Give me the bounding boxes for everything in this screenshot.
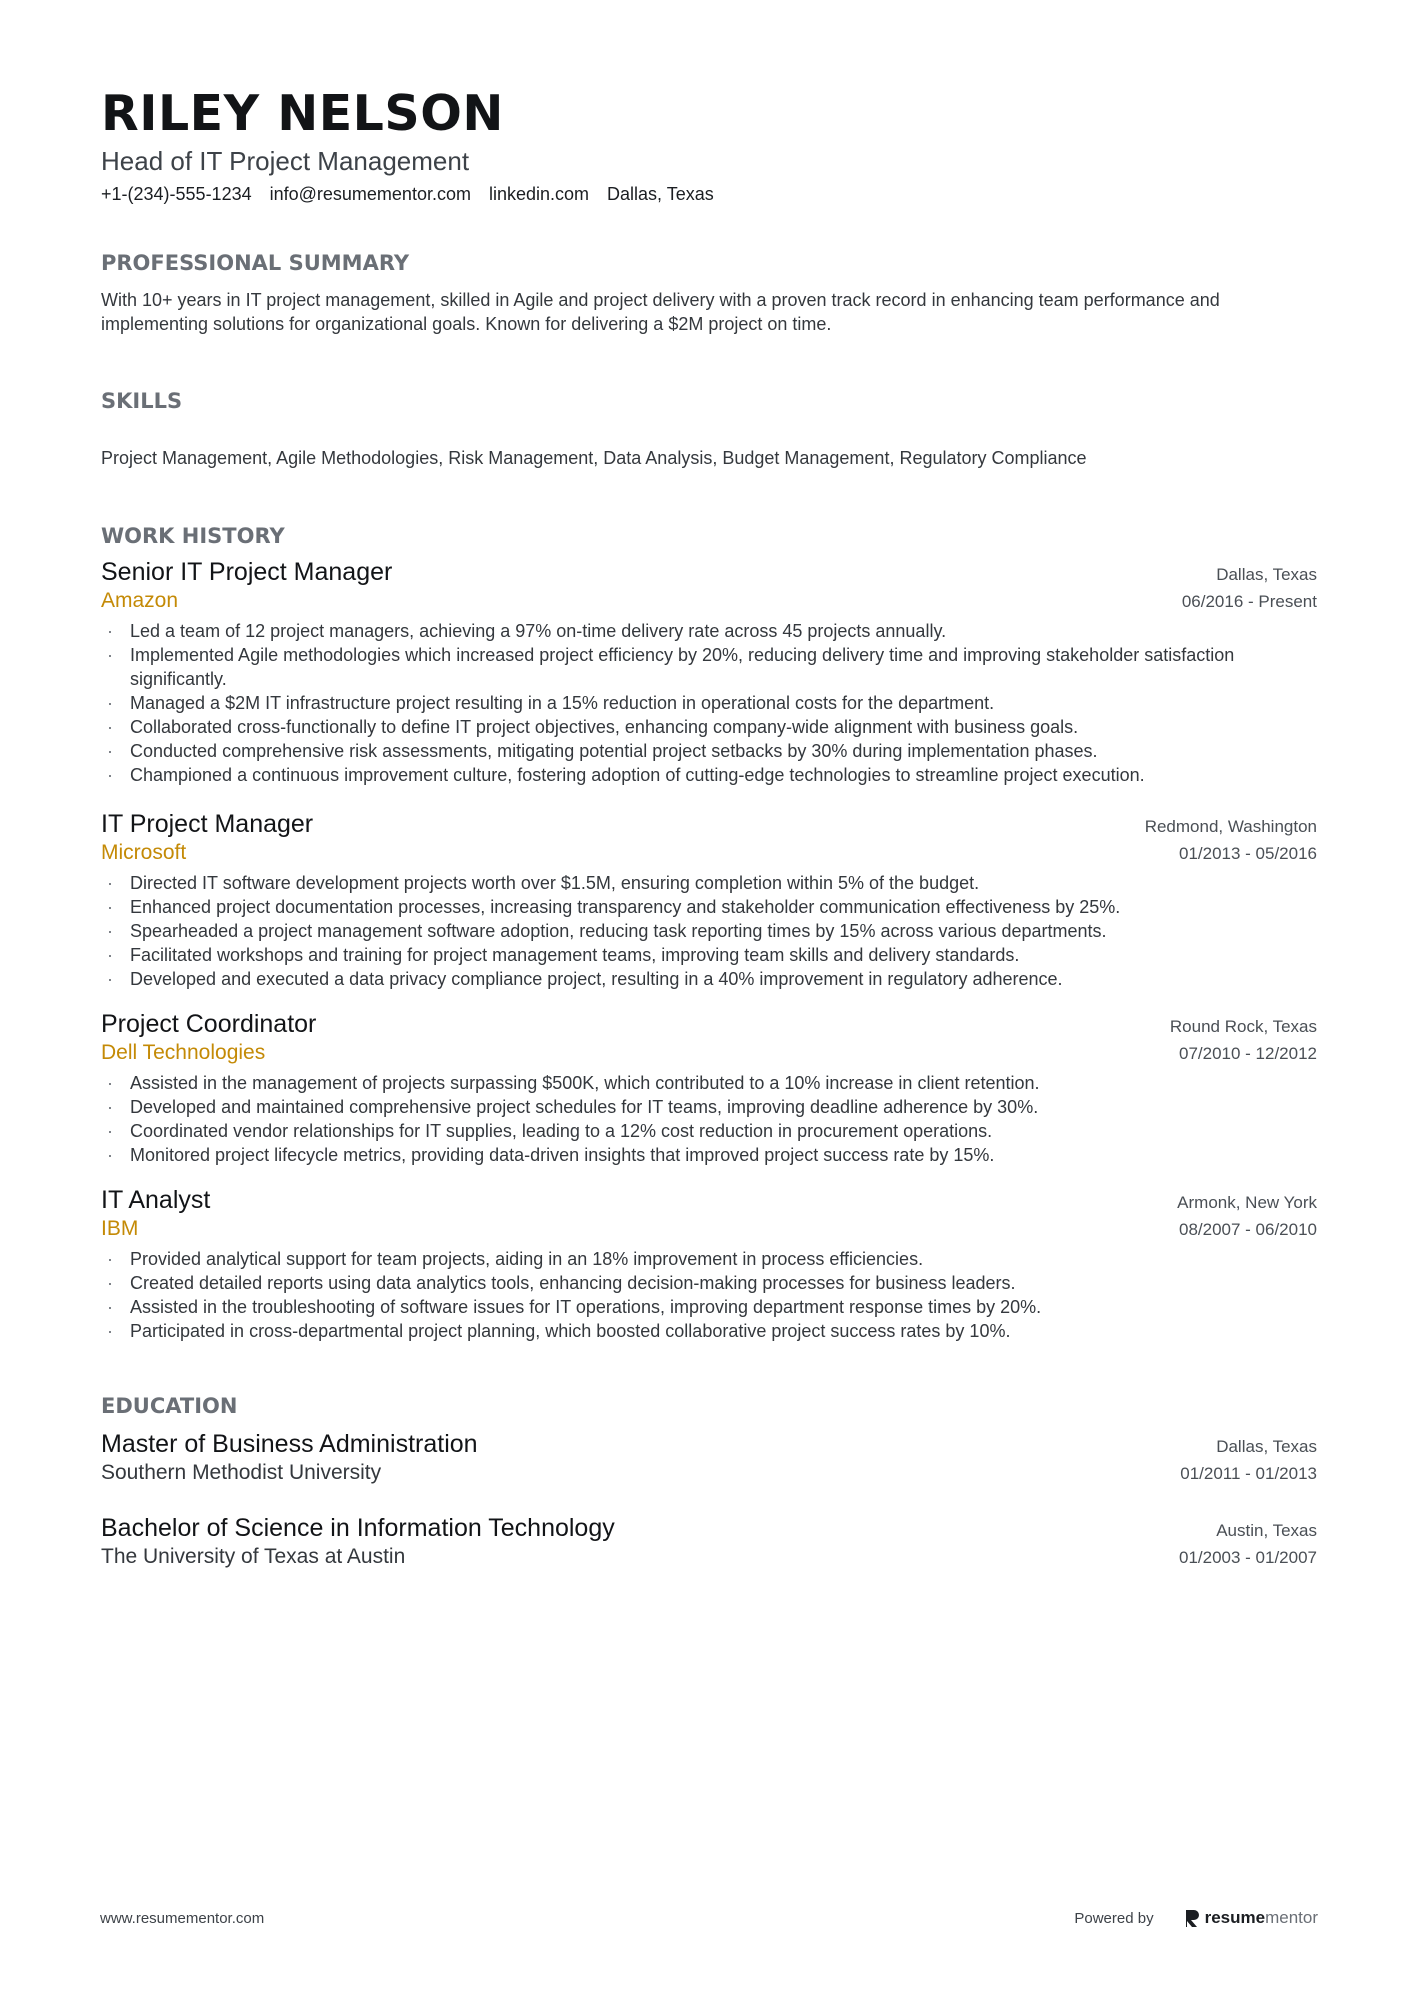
job-entry	[101, 557, 1317, 787]
work-history-heading: WORK HISTORY	[101, 524, 285, 548]
bullet-item: · Championed a continuous improvement culture, fostering adoption of cutting-edge technologies to streamline project execution.	[107, 765, 1145, 785]
bullet-dot-icon: ·	[107, 921, 113, 941]
bullet-dot-icon: ·	[107, 969, 113, 989]
education-section	[101, 1393, 1317, 1571]
resume-header	[101, 84, 1317, 206]
bullet-item: · Enhanced project documentation processes, increasing transparency and stakeholder communication effectiveness by 25%.	[107, 897, 1121, 917]
bullet-item: · Monitored project lifecycle metrics, providing data-driven insights that improved project success rate by 15%.	[107, 1145, 995, 1165]
job-location: Armonk, New York	[1177, 1193, 1317, 1212]
bullet-dot-icon: ·	[107, 1145, 113, 1165]
summary-text: With 10+ years in IT project management, skilled in Agile and project delivery with a proven track record in enhancing team performance and implementing solutions for organizational goals. Known for delivering a $2M project on time.	[101, 290, 1220, 334]
bullet-item: · Developed and executed a data privacy compliance project, resulting in a 40% improvement in regulatory adherence.	[107, 969, 1063, 989]
job-bullets	[101, 871, 1317, 991]
job-title: Senior IT Project Manager	[101, 558, 393, 586]
bullet-dot-icon: ·	[107, 897, 113, 917]
bullet-dot-icon: ·	[107, 1273, 113, 1293]
job-bullets	[101, 619, 1317, 787]
bullet-dot-icon: ·	[107, 765, 113, 785]
bullet-item: · Assisted in the troubleshooting of software issues for IT operations, improving department response times by 20%.	[107, 1297, 1042, 1317]
bullet-item: · Facilitated workshops and training for project management teams, improving team skills and delivery standards.	[107, 945, 1020, 965]
bullet-dot-icon: ·	[107, 1297, 113, 1317]
bullet-dot-icon: ·	[107, 945, 113, 965]
summary-heading: PROFESSIONAL SUMMARY	[101, 251, 410, 275]
bullet-dot-icon: ·	[107, 693, 113, 713]
job-entry	[101, 1009, 1317, 1167]
education-degree: Master of Business Administration	[101, 1430, 478, 1458]
candidate-role: Head of IT Project Management	[101, 146, 470, 176]
powered-by	[1074, 1908, 1318, 1928]
education-school: Southern Methodist University	[101, 1461, 382, 1484]
education-heading: EDUCATION	[101, 1394, 238, 1418]
bullet-item: · Provided analytical support for team projects, aiding in an 18% improvement in process efficiencies.	[107, 1249, 924, 1269]
job-dates: 01/2013 - 05/2016	[1178, 844, 1317, 863]
job-location: Redmond, Washington	[1144, 817, 1317, 836]
resumementor-logo-icon	[1184, 1908, 1200, 1928]
footer-website-link[interactable]: www.resumementor.com	[100, 1909, 265, 1927]
education-entry	[101, 1429, 1317, 1487]
bullet-dot-icon: ·	[107, 1321, 113, 1341]
bullet-item: · Managed a $2M IT infrastructure project resulting in a 15% reduction in operational costs for the department.	[107, 693, 995, 713]
job-bullets	[101, 1071, 1317, 1167]
summary-section	[101, 250, 1317, 336]
contact-line	[101, 182, 1317, 206]
resume-page	[101, 84, 1317, 1571]
bullet-dot-icon: ·	[107, 621, 113, 641]
job-location: Round Rock, Texas	[1169, 1017, 1317, 1036]
education-dates: 01/2011 - 01/2013	[1180, 1464, 1317, 1483]
contact-linkedin: linkedin.com	[488, 184, 590, 204]
job-bullets	[101, 1247, 1317, 1343]
brand-logo[interactable]	[1184, 1908, 1318, 1928]
bullet-dot-icon: ·	[107, 645, 113, 665]
bullet-item: · Developed and maintained comprehensive project schedules for IT teams, improving deadline adherence by 30%.	[107, 1097, 1039, 1117]
job-title: Project Coordinator	[101, 1010, 317, 1038]
job-dates: 08/2007 - 06/2010	[1178, 1220, 1317, 1239]
job-dates: 07/2010 - 12/2012	[1178, 1044, 1317, 1063]
contact-location: Dallas, Texas	[607, 184, 714, 204]
bullet-item: · Spearheaded a project management software adoption, reducing task reporting times by 15% across various departments.	[107, 921, 1107, 941]
bullet-dot-icon: ·	[107, 1249, 113, 1269]
bullet-dot-icon: ·	[107, 741, 113, 761]
bullet-item: · Conducted comprehensive risk assessments, mitigating potential project setbacks by 30% during implementation phases.	[107, 741, 1098, 761]
bullet-item: · Directed IT software development projects worth over $1.5M, ensuring completion within 5% of the budget.	[107, 873, 980, 893]
bullet-dot-icon: ·	[107, 1121, 113, 1141]
bullet-item: · Assisted in the management of projects surpassing $500K, which contributed to a 10% increase in client retention.	[107, 1073, 1040, 1093]
skills-section	[101, 388, 1317, 470]
bullet-item: · Implemented Agile methodologies which increased project efficiency by 20%, reducing delivery time and improving stakeholder satisfaction significantly.	[107, 645, 1235, 689]
bullet-item: · Led a team of 12 project managers, achieving a 97% on-time delivery rate across 45 projects annually.	[107, 621, 947, 641]
job-company: Dell Technologies	[101, 1041, 266, 1064]
job-dates: 06/2016 - Present	[1181, 592, 1317, 611]
skills-text: Project Management, Agile Methodologies, Risk Management, Data Analysis, Budget Management, Regulatory Compliance	[101, 448, 1087, 468]
job-company: Amazon	[101, 589, 179, 612]
bullet-item: · Coordinated vendor relationships for IT supplies, leading to a 12% cost reduction in procurement operations.	[107, 1121, 993, 1141]
job-location: Dallas, Texas	[1216, 565, 1317, 584]
job-title: IT Analyst	[101, 1186, 211, 1214]
education-dates: 01/2003 - 01/2007	[1178, 1548, 1317, 1567]
candidate-name: RILEY NELSON	[101, 85, 504, 142]
job-company: Microsoft	[101, 841, 187, 864]
work-history-section	[101, 523, 1317, 1343]
bullet-dot-icon: ·	[107, 1097, 113, 1117]
bullet-item: · Created detailed reports using data analytics tools, enhancing decision-making processes for business leaders.	[107, 1273, 1016, 1293]
bullet-item: · Participated in cross-departmental project planning, which boosted collaborative project success rates by 10%.	[107, 1321, 1011, 1341]
bullet-dot-icon: ·	[107, 1073, 113, 1093]
bullet-item: · Collaborated cross-functionally to define IT project objectives, enhancing company-wide alignment with business goals.	[107, 717, 1079, 737]
skills-heading: SKILLS	[101, 389, 183, 413]
education-location: Austin, Texas	[1216, 1521, 1317, 1540]
education-location: Dallas, Texas	[1216, 1437, 1317, 1456]
bullet-dot-icon: ·	[107, 873, 113, 893]
contact-email: info@resumementor.com	[269, 184, 471, 204]
page-footer	[100, 1908, 1318, 1928]
brand-name-light: mentor	[1265, 1908, 1318, 1927]
job-title: IT Project Manager	[101, 810, 314, 838]
brand-name-bold: resume	[1204, 1908, 1266, 1927]
education-school: The University of Texas at Austin	[101, 1545, 406, 1568]
job-entry	[101, 809, 1317, 991]
contact-phone: +1-(234)-555-1234	[101, 184, 252, 204]
job-entry	[101, 1185, 1317, 1343]
education-degree: Bachelor of Science in Information Technology	[101, 1514, 615, 1542]
education-entry	[101, 1513, 1317, 1571]
powered-by-label: Powered by	[1074, 1909, 1154, 1927]
bullet-dot-icon: ·	[107, 717, 113, 737]
job-company: IBM	[101, 1217, 139, 1240]
